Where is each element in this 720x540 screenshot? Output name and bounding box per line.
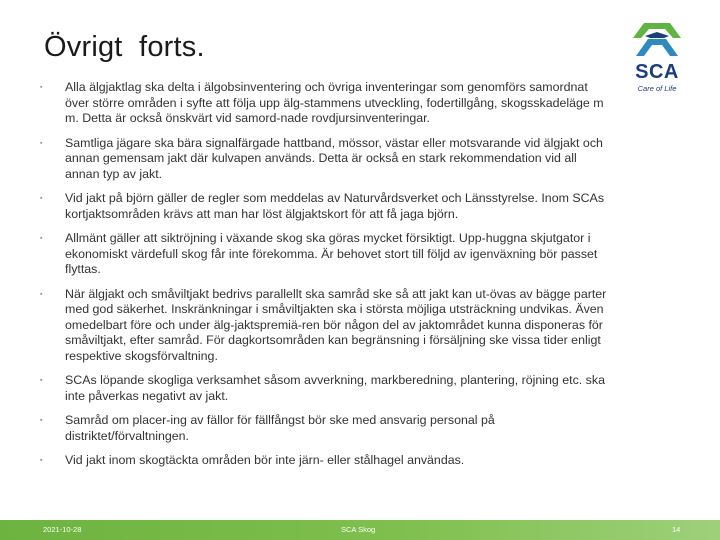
footer-date: 2021-10-28 xyxy=(43,525,82,534)
bullet-item xyxy=(40,373,610,404)
bullet-item xyxy=(40,231,610,278)
bullet-marker-icon: ▪ xyxy=(40,457,43,464)
bullet-item xyxy=(40,413,610,444)
bullet-text: Vid jakt på björn gäller de regler som meddelas av Naturvårdsverket och Länsstyrelse. Inom SCAs kortjaktsområden krävs att man har löst älgjaktskort för att få jaga björn. xyxy=(65,191,605,221)
bullet-item xyxy=(40,191,610,222)
bullet-marker-icon: ▪ xyxy=(40,84,43,91)
bullet-text: Alla älgjaktlag ska delta i älgobsinventering och övriga inventeringar som genomförs samordnat över större områden i syfte att följa upp älg-stammens utveckling, fodertillgång, skogsskadeläge m m. Detta är också önskvärt vid samord-nade rovdjursinventeringar. xyxy=(65,80,604,125)
bullet-marker-icon: ▪ xyxy=(40,377,43,384)
page-title: Övrigt forts. xyxy=(44,31,205,63)
bullet-text: Samråd om placer-ing av fällor för fällfångst bör ske med ansvarig personal på distriktet/förvaltningen. xyxy=(65,413,495,443)
bullet-list xyxy=(40,80,610,469)
sca-logo xyxy=(628,18,686,100)
logo-wordmark: SCA xyxy=(635,61,679,83)
bullet-text: När älgjakt och småviltjakt bedrivs parallellt ska samråd ske så att jakt kan ut-övas av bägge parter med god säkerhet. Inskränkningar i småviltjakten ska i största möjliga utsträckning undvikas. Även omedelbart före och under älg-jaktspremiä-ren bör någon del av jaktområdet kunna disponeras för småviltjakt, efter samråd. För dagkortsområden kan begränsning i försäljning ske vissa tider enligt respektive skogsförvaltning. xyxy=(65,286,607,363)
logo-tagline: Care of Life xyxy=(637,84,677,93)
bullet-text: Samtliga jägare ska bära signalfärgade hattband, mössor, västar eller motsvarande vid älgjakt och annan gemensam jakt där kulvapen används. Detta är också en stark rekommendation vid all annan typ av jakt. xyxy=(65,135,603,181)
bullet-text: SCAs löpande skogliga verksamhet såsom avverkning, markberedning, plantering, röjning etc. ska inte påverkas negativt av jakt. xyxy=(65,373,605,403)
bullet-text: Vid jakt inom skogtäckta områden bör inte järn- eller stålhagel användas. xyxy=(65,453,465,467)
bullet-marker-icon: ▪ xyxy=(40,195,43,202)
bullet-item xyxy=(40,453,610,469)
bullet-marker-icon: ▪ xyxy=(40,139,43,147)
bullet-marker-icon: ▪ xyxy=(40,290,43,298)
sca-logo-mark-icon xyxy=(628,18,686,62)
bullet-marker-icon: ▪ xyxy=(40,417,43,424)
bullet-text: Allmänt gäller att siktröjning i växande skog ska göras mycket försiktigt. Upp-huggna skjutgator i ekonomiskt värdefull skog får inte förekomma. Är behovet stort till följd av igenväxning bör passet flyttas. xyxy=(65,231,598,276)
bullet-item xyxy=(40,287,610,365)
bullet-item xyxy=(40,136,610,183)
bullet-item xyxy=(40,80,610,127)
bullet-marker-icon: ▪ xyxy=(40,235,43,242)
footer-center-label: SCA Skog xyxy=(341,525,376,534)
footer-page-number: 14 xyxy=(672,525,681,534)
